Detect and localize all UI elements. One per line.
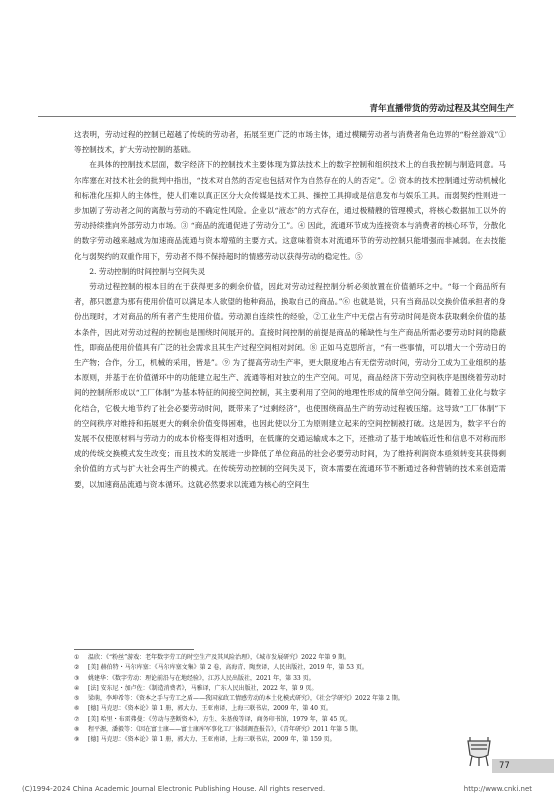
footnote-text: 温欣：《“粉丝”游戏：老年数字劳工的时空生产及其风险治理》，《城市发展研究》2022 年第 9 期。 — [88, 654, 350, 661]
publisher-url[interactable]: http://www.cnki.net — [463, 785, 532, 793]
footnote-number: ⑧ — [74, 726, 80, 734]
page-number: 77 — [499, 761, 510, 771]
footnote-item — [74, 704, 474, 714]
footnote-text: [美] 哈里・布雷弗曼：《劳动与垄断资本》，方生、朱基俊等译，商务印书馆，1979 年，第 45 页。 — [88, 715, 352, 723]
footnote-number: ⑤ — [74, 695, 80, 703]
copyright-text: (C)1994-2024 China Academic Journal Electronic Publishing House. All rights reserved. — [22, 785, 326, 793]
footnote-item — [74, 684, 474, 694]
footnote-item — [74, 715, 474, 725]
footnote-text: 梁萌，李坤希等：《资本之手与劳工之盾——我国家政工情感劳动的本土化模式研究》，《社会学研究》2022 年第 2 期。 — [88, 695, 404, 703]
footnote-text: [法] 安东尼・加卢佐：《制造消费者》，马雅译，广东人民出版社，2022 年，第 9 页。 — [88, 684, 318, 692]
footnote-number: ① — [74, 654, 80, 661]
footnote-divider — [74, 649, 194, 650]
footnote-item — [74, 674, 474, 684]
bronze-vessel-icon — [464, 733, 494, 769]
footnote-number: ④ — [74, 684, 80, 692]
running-header-title: 青年直播带货的劳动过程及其空间生产 — [369, 104, 514, 114]
section-heading: 2. 劳动控制的时间控制与空间失灵 — [89, 266, 206, 276]
body-paragraph: 劳动过程控制的根本目的在于获得更多的剩余价值，因此对劳动过程控制分析必须放置在价值循环之中。“每一个商品所有者，都只愿意为那有使用价值可以满足本人欲望的他种商品，换取自己的商品。”⑥ 也就是说，只有当商品以交换价值承担者的身份出现时，才对商品的所有者产生使用价值。劳动源自连续性的经验，②工业生产中无偿占有劳动时间是资本获取剩余价值的基本条件，因此对劳动过程的控制也是围绕时间展开的。直接时间控制的前提是商品的稀缺性与生产商品所需必要劳动时间的隐蔽性，即商品使用价值具有广泛的社会需求且其生产过程空间相对封闭。⑧ 正如马克思所言，“有一些事情，可以增大一个劳动日的生产物；合作，分工，机械的采用，皆是”。⑨ 为了提高劳动生产率，更大限度地占有无偿劳动时间，劳动分工成为工业组织的基本原则，并基于在价值循环中的功能建立起生产、流通等相对独立的生产空间。可见，商品经济下劳动空间秩序是围绕着劳动时间的控制所形成以“工厂体制”为基本特征的间接空间控制，其主要利用了空间的地理性形成的简单空间分隔。随着工业化与数字化结合，它极大地节约了社会必要劳动时间，既带来了“过剩经济”，也使围绕商品生产的劳动过程被压缩。这导致“工厂体制”下的空间秩序对维持和拓展更大的剩余价值变得困难，也因此使以分工为原则建立起来的空间控制被打破。这是因为，数字平台的发展不仅使原材料与劳动力的成本价格变得相对透明，在低廉的交通运输成本之下，还推动了基于地域临近性和信息不对称而形成的传统交换模式发生改变；而且技术的发展进一步降低了单位商品的社会必要劳动时间，为了维持利润资本亟须转变其获得剩余价值的方式与扩大社会再生产的模式。在传统劳动控制的空间失灵下，资本需要在流通环节不断通过各种营销的技术来创造需要，以加速商品流通与资本循环。这就必然要求以流通为核心的空间生 — [74, 282, 506, 489]
footnote-number: ③ — [74, 674, 80, 682]
footnote-item — [74, 694, 474, 704]
footnote-text: [美] 赫伯特・马尔库塞：《马尔库塞文集》第 2 卷，高海青、陶焘译，人民出版社，2019 年，第 53 页。 — [88, 664, 368, 672]
footnote-item — [74, 735, 474, 745]
footnote-item — [74, 725, 474, 735]
body-paragraph: 这表明，劳动过程的控制已超越了传统的劳动者，拓展至更广泛的市场主体，通过模糊劳动者与消费者角色边界的“粉丝游戏”①等控制技术，扩大劳动控制的基础。 — [74, 130, 506, 155]
footnote-text: [德] 马克思：《资本论》第 1 册，郭大力、王亚南译，上海三联书店，2009 年，第 159 页。 — [88, 736, 336, 744]
footnote-number: ⑥ — [74, 705, 80, 713]
footnote-item — [74, 663, 474, 673]
footnote-text: 姚建华：《数字劳动：理论前沿与在地经验》，江苏人民出版社，2021 年，第 33 页。 — [88, 674, 315, 682]
footnote-number: ② — [74, 664, 80, 672]
footnotes — [74, 653, 474, 746]
footnote-text: [德] 马克思：《资本论》第 1 册，郭大力、王亚南译，上海三联书店，2009 年，第 40 页。 — [88, 705, 332, 713]
footnote-item — [74, 653, 474, 663]
footnote-text: 程平源，潘毅等：《因在富士康——富士康库军事化工厂体制调查报告》，《青年研究》2011 年第 5 期。 — [88, 726, 362, 734]
footnote-number: ⑦ — [74, 715, 80, 723]
body-paragraph: 在具体的控制技术层面，数字经济下的控制技术主要体现为算法技术上的数字控制和组织技术上的自我控制与制造同意。马尔库塞在对技术社会的批判中指出，“技术对自然的否定也包括对作为自然存在的人的否定”。② 资本的技术控制通过劳动机械化和标准化压抑人的主体性，使人们难以真正区分大众传媒是技术工具、操控工具抑或是信息发布与娱乐工具。而弱契约性则进一步加剧了劳动者之间的离散与劳动的不确定性风险。企业以“液态”的方式存在，通过极精艘的管理模式，将核心数据加工以外的劳动持续推向外部劳动力市场。③ “商品的流通促进了劳动分工”。④ 因此，流通环节成为连接资本与消费者的核心环节，分散化的数字劳动越来越成为加速商品流通与资本增殖的主要方式。这意味着资本对流通环节的劳动控制只能增强而非减弱。在去技能化与弱契约的双重作用下，劳动者不得不保持超时的情感劳动以获得劳动的稳定性。⑤ — [74, 160, 506, 261]
footnote-number: ⑨ — [74, 736, 80, 744]
article-body — [74, 127, 506, 492]
header-divider — [38, 116, 516, 117]
